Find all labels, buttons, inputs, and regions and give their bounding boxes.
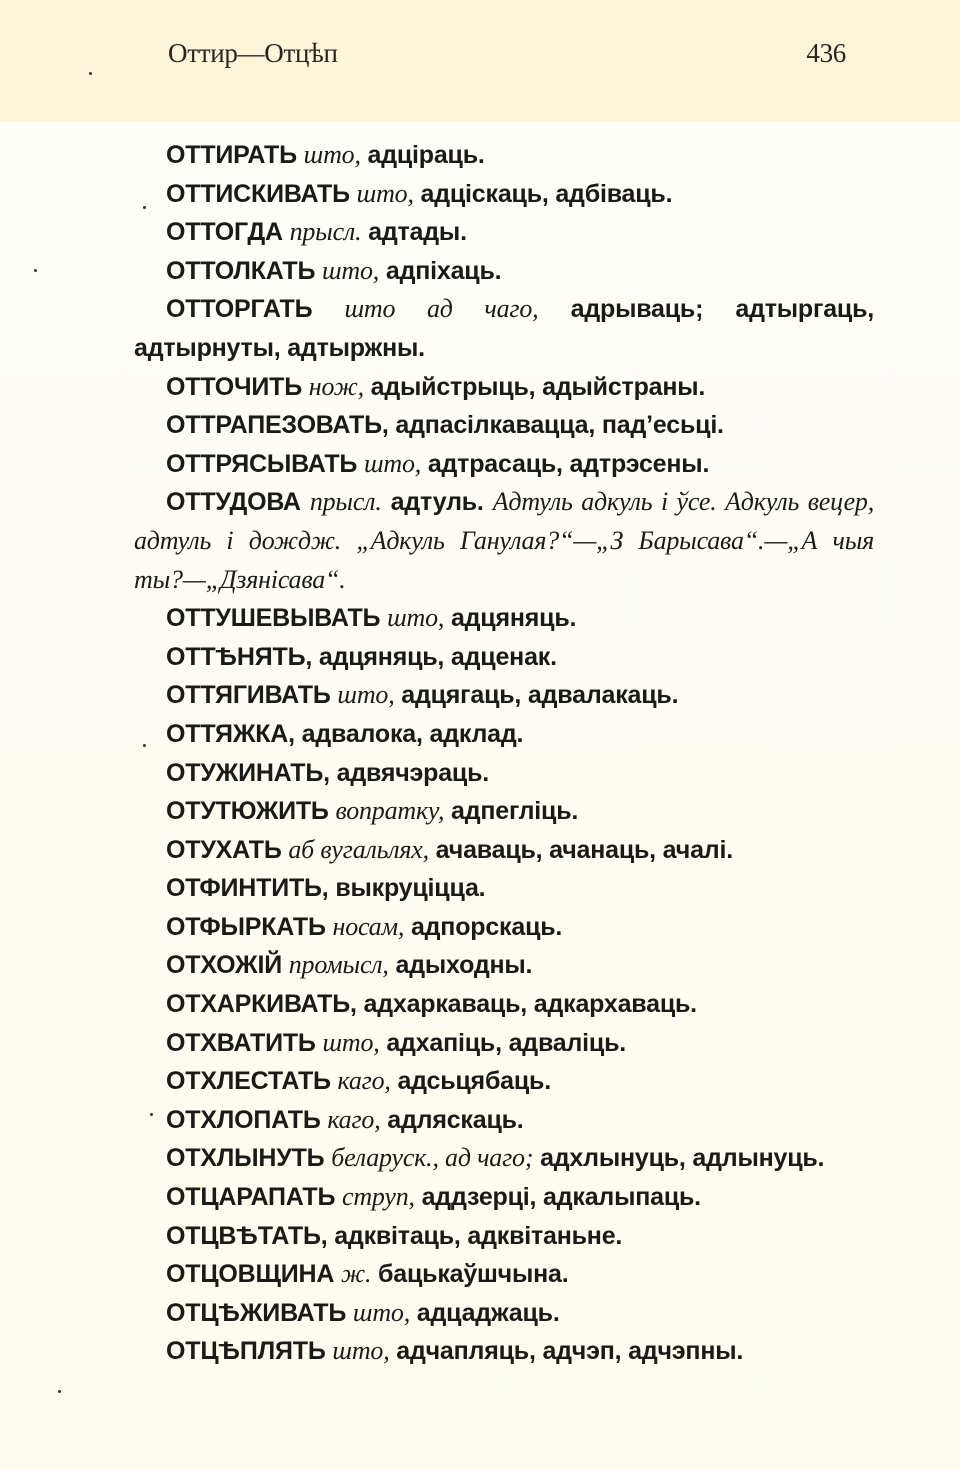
grammar-note: што, [322,255,380,285]
scan-speck [89,72,92,75]
grammar-note: што, [337,680,395,710]
headword: ОТЦѢПЛЯТЬ [166,1337,326,1366]
translation: адпіхаць. [385,256,502,285]
entry-4 [134,290,874,367]
entry-16 [134,869,874,908]
headword: ОТЦАРАПАТЬ [166,1183,336,1212]
entry-26 [134,1255,874,1294]
grammar-note: прысл. [289,217,362,247]
translation: адтуль. [390,488,484,517]
headword: ОТХЛОПАТЬ [166,1105,321,1134]
translation: адхапіць, адваліць. [386,1028,626,1057]
scan-speck [58,1390,61,1393]
headword: ОТТѢНЯТЬ, [166,642,313,671]
translation: ачаваць, ачанаць, ачалі. [435,835,733,864]
entry-25 [134,1217,874,1256]
entry-24 [134,1178,874,1217]
translation: адвячэраць. [336,758,490,787]
headword: ОТТУДОВА [166,488,301,517]
headword: ОТЦѢЖИВАТЬ [166,1298,347,1327]
entry-20 [134,1024,874,1063]
headword: ОТЦОВЩИНА [166,1260,335,1289]
entry-0 [134,136,874,175]
translation: адчапляць, адчэп, адчэпны. [396,1337,744,1366]
translation: бацькаўшчына. [378,1260,569,1289]
grammar-note: каго, [327,1104,381,1134]
dictionary-entries [134,136,874,1371]
usage-example: Адтуль адкуль і ўсе. Адкуль вецер, адтуль і дождж. „Адкуль Ганулая?“—„З Барысава“.—„А чыя ты?—„Дзянісава“. [134,487,875,594]
entry-15 [134,831,874,870]
entry-10 [134,638,874,677]
grammar-note: беларуск., ад чаго; [331,1143,534,1173]
grammar-note: вопратку, [335,796,445,826]
grammar-note: струп, [342,1182,415,1212]
headword: ОТХЛЫНУТЬ [166,1144,325,1173]
grammar-note: што, [387,603,445,633]
translation: адпасілкавацца, пад’есьці. [395,411,724,440]
translation: адсьцябаць. [397,1067,551,1096]
running-head-title: Оттир—Отцѣп [168,38,338,68]
translation: адпегліць. [451,797,579,826]
grammar-note: што, [356,178,414,208]
headword: ОТТЯГИВАТЬ [166,681,331,710]
translation: адрываць; адтыргаць, адтырнуты, адтыржны. [134,295,875,362]
entry-3 [134,252,874,291]
translation: адцяняць. [450,604,577,633]
headword: ОТТОРГАТЬ [166,295,313,324]
entry-5 [134,368,874,407]
running-head [168,38,846,69]
translation: адыйстрыць, адыйстраны. [370,372,706,401]
entry-2 [134,213,874,252]
translation: адціраць. [367,141,485,169]
translation: адціскаць, адбіваць. [420,179,673,208]
headword: ОТФИНТИТЬ, [166,874,329,903]
headword: ОТТОЧИТЬ [166,372,302,401]
grammar-note: каго, [337,1066,391,1096]
grammar-note: што, [332,1336,390,1366]
scan-speck [34,269,37,272]
headword: ОТУХАТЬ [166,835,282,864]
headword: ОТХВАТИТЬ [166,1028,316,1057]
entry-11 [134,676,874,715]
grammar-note: што, [363,448,422,478]
headword: ОТХЛЕСТАТЬ [166,1067,331,1096]
headword: ОТЦВѢТАТЬ, [166,1221,328,1250]
entry-14 [134,792,874,831]
entry-12 [134,715,874,754]
entry-8 [134,483,874,599]
translation: выкруціцца. [335,874,486,903]
grammar-note: што ад чаго, [344,294,539,324]
headword: ОТТЯЖКА, [166,719,295,748]
page-number: 436 [806,38,846,68]
grammar-note: што, [322,1027,380,1057]
headword: ОТТИРАТЬ [166,141,297,169]
translation: адпорскаць. [410,912,563,941]
translation: адтады. [368,218,467,247]
scan-speck [143,206,146,209]
entry-28 [134,1332,874,1371]
grammar-note: нож, [308,371,364,401]
entry-17 [134,908,874,947]
grammar-note: промысл, [288,950,389,980]
translation: адхаркаваць, адкархаваць. [363,990,697,1019]
translation: адыходны. [395,951,533,980]
entry-1 [134,175,874,214]
entry-19 [134,985,874,1024]
headword: ОТХОЖІЙ [166,951,282,980]
entry-18 [134,946,874,985]
headword: ОТУЖИНАТЬ, [166,758,330,787]
headword: ОТТРАПЕЗОВАТЬ, [166,411,389,440]
headword: ОТФЫРКАТЬ [166,912,326,941]
translation: адцягаць, адвалакаць. [401,681,679,710]
translation: адцяняць, адценак. [318,642,557,671]
scan-speck [150,1113,153,1116]
entry-27 [134,1294,874,1333]
translation: адтрасаць, адтрэсены. [427,449,710,478]
grammar-note: носам, [332,911,405,941]
entry-23 [134,1139,874,1178]
entry-21 [134,1062,874,1101]
translation: адхлынуць, адлынуць. [540,1144,825,1173]
scan-speck [143,744,146,747]
entry-22 [134,1101,874,1140]
headword: ОТТИСКИВАТЬ [166,179,350,208]
headword: ОТТРЯСЫВАТЬ [166,449,358,478]
translation: адцаджаць. [416,1298,560,1327]
headword: ОТТОЛКАТЬ [166,256,316,285]
headword: ОТТОГДА [166,218,283,247]
entry-6 [134,406,874,445]
grammar-note: што, [352,1297,410,1327]
headword: ОТТУШЕВЫВАТЬ [166,604,381,633]
translation: аддзерці, адкалыпаць. [421,1183,701,1212]
entry-13 [134,754,874,793]
grammar-note: ж. [340,1259,372,1289]
grammar-note: прысл. [309,487,382,517]
entry-9 [134,599,874,638]
translation: адквітаць, адквітаньне. [334,1221,623,1250]
grammar-note: што, [303,140,361,169]
headword: ОТУТЮЖИТЬ [166,797,329,826]
grammar-note: аб вугальлях, [288,834,429,864]
translation: адвалока, адклад. [301,719,524,748]
entry-7 [134,445,874,484]
translation: адляскаць. [387,1105,524,1134]
headword: ОТХАРКИВАТЬ, [166,990,357,1019]
